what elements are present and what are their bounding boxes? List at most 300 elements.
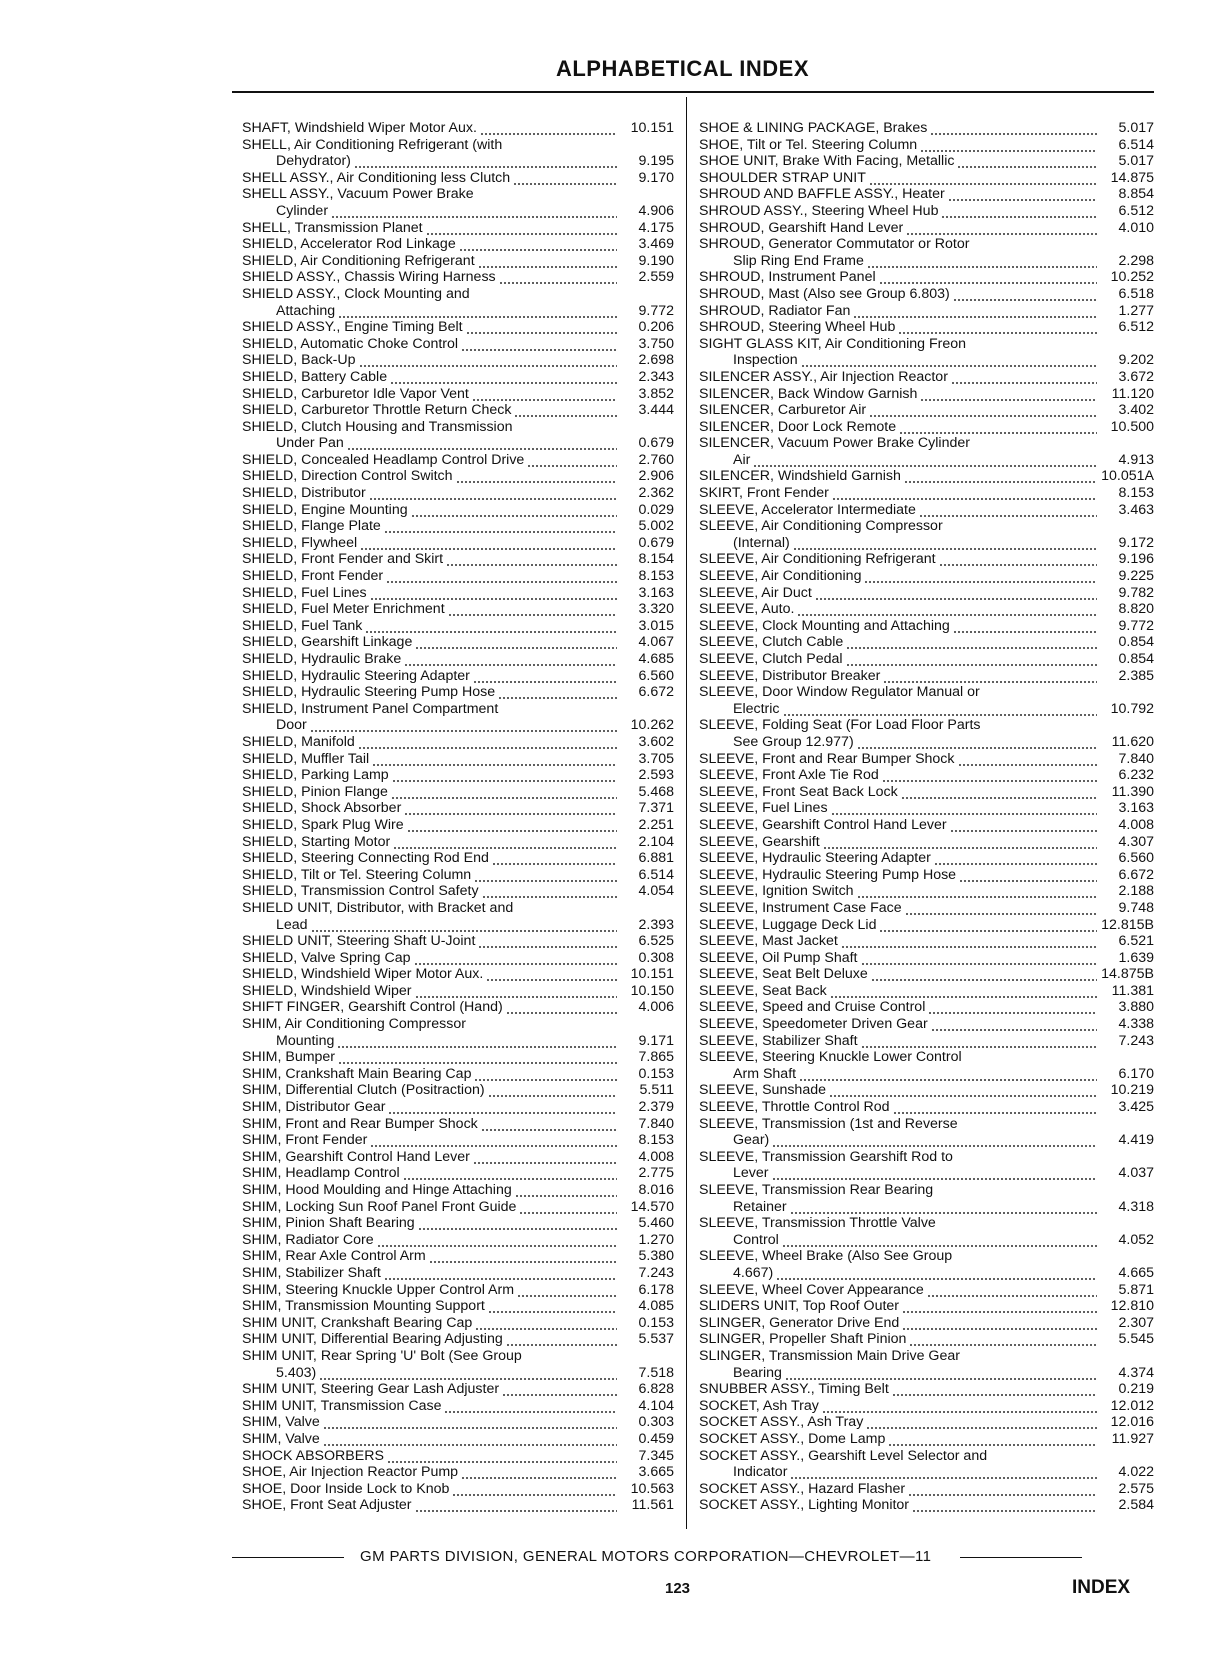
entry-group-number: 6.521 — [1118, 933, 1154, 950]
entry-continuation: Arm Shaft — [733, 1065, 797, 1082]
entry-group-number: 11.120 — [1111, 385, 1154, 402]
entry-title: SLEEVE, Wheel Cover Appearance — [699, 1281, 924, 1298]
leader-dots — [793, 535, 1097, 552]
entry-group-number: 2.760 — [638, 451, 674, 468]
leader-dots — [958, 751, 1098, 768]
leader-dots — [393, 834, 617, 851]
leader-dots — [369, 485, 617, 502]
leader-dots — [480, 120, 617, 137]
entry-group-number: 3.750 — [638, 335, 674, 352]
entry-group-number: 4.052 — [1118, 1231, 1154, 1248]
entry-title: SHIM UNIT, Steering Gear Lash Adjuster — [242, 1381, 500, 1398]
index-entry — [699, 1016, 1154, 1033]
leader-dots — [912, 1497, 1097, 1514]
entry-group-number: 6.514 — [1118, 136, 1154, 153]
entry-group-number: 0.679 — [638, 435, 674, 452]
leader-dots — [919, 502, 1097, 519]
leader-dots — [331, 203, 617, 220]
entry-title: SHIELD ASSY., Chassis Wiring Harness — [242, 269, 496, 286]
entry-group-number: 4.067 — [638, 634, 674, 651]
entry-title: SLEEVE, Speed and Cruise Control — [699, 999, 926, 1016]
entry-title: SHIM, Locking Sun Roof Panel Front Guide — [242, 1198, 517, 1215]
entry-continuation: Under Pan — [276, 435, 344, 452]
entry-title: SHIELD, Front Fender — [242, 568, 384, 585]
index-entry — [699, 386, 1154, 403]
index-entry — [699, 1248, 1154, 1281]
index-entry — [699, 767, 1154, 784]
index-entry — [699, 983, 1154, 1000]
leader-dots — [829, 1082, 1097, 1099]
entry-continuation: Gear) — [733, 1132, 770, 1149]
leader-dots — [776, 1265, 1097, 1282]
leader-dots — [513, 170, 617, 187]
entry-title: SHIELD, Shock Absorber — [242, 800, 402, 817]
index-entry — [242, 1414, 674, 1431]
index-entry — [242, 535, 674, 552]
entry-group-number: 12.012 — [1110, 1397, 1154, 1414]
index-entry — [699, 1381, 1154, 1398]
entry-title: SHROUD, Instrument Panel — [699, 269, 876, 286]
entry-title: SHIELD, Valve Spring Cap — [242, 949, 411, 966]
entry-group-number: 6.828 — [638, 1381, 674, 1398]
leader-dots — [905, 900, 1097, 917]
leader-dots — [506, 999, 617, 1016]
entry-group-number: 11.561 — [631, 1497, 674, 1514]
entry-group-number: 2.698 — [638, 352, 674, 369]
entry-title: SOCKET ASSY., Ash Tray — [699, 1414, 864, 1431]
entry-title: SHIELD, Spark Plug Wire — [242, 816, 404, 833]
index-entry — [242, 186, 674, 219]
leader-dots — [370, 1132, 617, 1149]
leader-dots — [869, 402, 1097, 419]
index-entry — [242, 253, 674, 270]
entry-group-number: 8.854 — [1118, 186, 1154, 203]
entry-group-number: 7.345 — [638, 1447, 674, 1464]
leader-dots — [930, 120, 1097, 137]
entry-continuation: Cylinder — [276, 202, 329, 219]
index-entry — [242, 1182, 674, 1199]
index-entry — [242, 983, 674, 1000]
index-entry — [699, 1315, 1154, 1332]
leader-dots — [879, 917, 1097, 934]
index-entry — [242, 386, 674, 403]
entry-group-number: 3.015 — [638, 617, 674, 634]
leader-dots — [514, 402, 617, 419]
entry-title: SLEEVE, Fuel Lines — [699, 800, 828, 817]
index-entry — [242, 1315, 674, 1332]
index-entry — [699, 1215, 1154, 1248]
entry-title: SHIM, Transmission Mounting Support — [242, 1298, 485, 1315]
entry-title: SHIELD, Concealed Headlamp Control Drive — [242, 451, 525, 468]
leader-dots — [939, 551, 1097, 568]
entry-title: SHOE, Air Injection Reactor Pump — [242, 1464, 459, 1481]
entry-title: SLEEVE, Door Window Regulator Manual or — [699, 684, 980, 701]
leader-dots — [478, 253, 617, 270]
leader-dots — [801, 352, 1097, 369]
entry-group-number: 5.871 — [1118, 1281, 1154, 1298]
entry-group-number: 6.512 — [1118, 319, 1154, 336]
entry-group-number: 4.906 — [638, 202, 674, 219]
entry-title: SHIELD, Windshield Wiper — [242, 982, 412, 999]
index-entry — [242, 585, 674, 602]
index-entry — [242, 502, 674, 519]
leader-dots — [456, 468, 617, 485]
leader-dots — [415, 634, 617, 651]
index-entry — [242, 369, 674, 386]
index-entry — [242, 1099, 674, 1116]
leader-dots — [928, 999, 1097, 1016]
entry-title: SILENCER ASSY., Air Injection Reactor — [699, 368, 948, 385]
entry-title: SHROUD ASSY., Steering Wheel Hub — [699, 202, 939, 219]
entry-title: SILENCER, Carburetor Air — [699, 402, 867, 419]
leader-dots — [799, 1066, 1097, 1083]
entry-title: SHIELD ASSY., Engine Timing Belt — [242, 319, 463, 336]
index-entry — [699, 419, 1154, 436]
index-entry — [242, 999, 674, 1016]
leader-dots — [474, 867, 617, 884]
entry-continuation: Slip Ring End Frame — [733, 252, 864, 269]
entry-title: SHIM, Front Fender — [242, 1132, 368, 1149]
entry-group-number: 2.393 — [638, 916, 674, 933]
entry-group-number: 5.537 — [638, 1331, 674, 1348]
leader-dots — [386, 568, 617, 585]
index-entry — [699, 551, 1154, 568]
entry-title: SHIM, Differential Clutch (Positraction) — [242, 1082, 485, 1099]
entry-continuation: Inspection — [733, 352, 798, 369]
entry-title: SHIELD, Hydraulic Steering Adapter — [242, 667, 470, 684]
footer-text: GM PARTS DIVISION, GENERAL MOTORS CORPORATION—CHEVROLET—11 — [360, 1548, 932, 1565]
entry-group-number: 12.016 — [1110, 1414, 1154, 1431]
leader-dots — [388, 1099, 617, 1116]
leader-dots — [338, 303, 617, 320]
leader-dots — [499, 269, 617, 286]
index-entry — [242, 651, 674, 668]
entry-group-number: 11.927 — [1111, 1430, 1154, 1447]
leader-dots — [879, 269, 1097, 286]
entry-group-number: 5.002 — [638, 518, 674, 535]
entry-group-number: 10.252 — [1110, 269, 1154, 286]
index-entry — [699, 319, 1154, 336]
leader-dots — [893, 1099, 1097, 1116]
entry-group-number: 2.593 — [638, 767, 674, 784]
entry-title: SHIELD, Starting Motor — [242, 833, 391, 850]
entry-title: SOCKET ASSY., Dome Lamp — [699, 1430, 886, 1447]
entry-title: SHOE, Tilt or Tel. Steering Column — [699, 136, 918, 153]
leader-dots — [861, 1033, 1097, 1050]
leader-dots — [902, 1315, 1097, 1332]
index-entry — [699, 933, 1154, 950]
entry-title: SHIELD, Air Conditioning Refrigerant — [242, 252, 475, 269]
index-entry — [699, 883, 1154, 900]
entry-title: SHIELD, Fuel Lines — [242, 584, 367, 601]
leader-dots — [407, 817, 617, 834]
entry-group-number: 2.307 — [1118, 1314, 1154, 1331]
entry-group-number: 11.381 — [1111, 982, 1154, 999]
index-entry — [699, 518, 1154, 551]
entry-group-number: 2.362 — [638, 485, 674, 502]
entry-group-number: 3.852 — [638, 385, 674, 402]
leader-dots — [857, 734, 1097, 751]
entry-continuation: 5.403) — [276, 1364, 317, 1381]
entry-group-number: 9.195 — [638, 153, 674, 170]
entry-group-number: 6.518 — [1118, 285, 1154, 302]
leader-dots — [359, 352, 617, 369]
entry-group-number: 4.022 — [1118, 1464, 1154, 1481]
entry-group-number: 14.570 — [630, 1198, 674, 1215]
index-entry — [699, 1414, 1154, 1431]
index-entry — [242, 485, 674, 502]
entry-title: SHIELD, Parking Lamp — [242, 767, 389, 784]
entry-group-number: 8.016 — [638, 1182, 674, 1198]
index-entry — [242, 1232, 674, 1249]
leader-dots — [502, 1381, 617, 1398]
leader-dots — [841, 933, 1097, 950]
entry-title: SHIELD, Muffler Tail — [242, 750, 370, 767]
entry-group-number: 7.840 — [638, 1115, 674, 1132]
index-entry — [242, 1199, 674, 1216]
leader-dots — [515, 1182, 617, 1199]
index-entry — [699, 120, 1154, 137]
index-entry — [699, 867, 1154, 884]
index-entry — [699, 999, 1154, 1016]
leader-dots — [384, 518, 617, 535]
entry-group-number: 8.153 — [1118, 485, 1154, 502]
entry-group-number: 7.243 — [638, 1264, 674, 1281]
entry-continuation: Lever — [733, 1165, 769, 1182]
index-entry — [242, 751, 674, 768]
index-entry — [242, 1132, 674, 1149]
index-entry — [699, 784, 1154, 801]
index-entry — [699, 966, 1154, 983]
leader-dots — [830, 983, 1097, 1000]
entry-continuation: Mounting — [276, 1032, 335, 1049]
footer-rule-right — [960, 1557, 1082, 1558]
entry-title: SNUBBER ASSY., Timing Belt — [699, 1381, 889, 1398]
index-entry — [699, 684, 1154, 717]
entry-group-number: 0.459 — [638, 1430, 674, 1447]
entry-group-number: 3.469 — [638, 236, 674, 253]
entry-title: SOCKET ASSY., Hazard Flasher — [699, 1480, 906, 1497]
entry-title: SLEEVE, Hydraulic Steering Pump Hose — [699, 866, 957, 883]
leader-dots — [473, 1149, 617, 1166]
entry-title: SLEEVE, Front Axle Tie Rod — [699, 767, 879, 784]
entry-title: SLEEVE, Speedometer Driven Gear — [699, 1016, 928, 1033]
entry-title: SOCKET ASSY., Gearshift Level Selector and — [699, 1447, 988, 1464]
index-entry — [242, 850, 674, 867]
leader-dots — [403, 1165, 617, 1182]
entry-title: SHIELD, Accelerator Rod Linkage — [242, 236, 456, 253]
leader-dots — [832, 485, 1097, 502]
index-entry — [242, 900, 674, 933]
entry-title: SHOCK ABSORBERS — [242, 1447, 384, 1464]
index-entry — [699, 751, 1154, 768]
entry-title: SHIELD, Windshield Wiper Motor Aux. — [242, 966, 484, 983]
entry-title: SHIELD UNIT, Distributor, with Bracket and — [242, 899, 514, 916]
entry-title: SHIM, Distributor Gear — [242, 1099, 386, 1116]
leader-dots — [415, 1497, 617, 1514]
index-entry — [242, 1248, 674, 1265]
leader-dots — [310, 717, 617, 734]
leader-dots — [867, 253, 1097, 270]
index-entry — [242, 269, 674, 286]
leader-dots — [360, 535, 617, 552]
entry-title: SHIELD, Engine Mounting — [242, 501, 408, 518]
index-entry — [242, 1448, 674, 1465]
index-entry — [242, 1398, 674, 1415]
entry-title: SHIM, Valve — [242, 1430, 320, 1447]
index-entry — [699, 286, 1154, 303]
entry-continuation: Retainer — [733, 1198, 787, 1215]
entry-title: SHIELD, Instrument Panel Compartment — [242, 700, 499, 717]
leader-dots — [319, 1365, 617, 1382]
entry-title: SHOE, Front Seat Adjuster — [242, 1497, 412, 1514]
entry-group-number: 4.008 — [1118, 816, 1154, 833]
entry-group-number: 0.153 — [638, 1314, 674, 1331]
entry-title: SHIM, Headlamp Control — [242, 1165, 400, 1182]
index-entry — [699, 269, 1154, 286]
entry-continuation: Indicator — [733, 1464, 788, 1481]
entry-group-number: 2.584 — [1118, 1497, 1154, 1514]
entry-title: SHOE UNIT, Brake With Facing, Metallic — [699, 153, 955, 170]
entry-group-number: 2.385 — [1118, 667, 1154, 684]
index-entry — [242, 1464, 674, 1481]
entry-group-number: 2.559 — [638, 269, 674, 286]
index-entry — [699, 1282, 1154, 1299]
index-entry — [242, 767, 674, 784]
entry-group-number: 0.153 — [638, 1065, 674, 1082]
leader-dots — [846, 634, 1097, 651]
leader-dots — [906, 220, 1097, 237]
leader-dots — [846, 651, 1097, 668]
leader-dots — [892, 1381, 1097, 1398]
entry-group-number: 6.514 — [638, 866, 674, 883]
entry-group-number: 9.170 — [638, 169, 674, 186]
entry-title: SHIELD, Automatic Choke Control — [242, 335, 459, 352]
entry-title: SLEEVE, Folding Seat (For Load Floor Parts — [699, 717, 981, 734]
leader-dots — [488, 1298, 617, 1315]
entry-group-number: 9.172 — [1118, 534, 1154, 551]
entry-title: SLEEVE, Gearshift — [699, 833, 820, 850]
entry-group-number: 6.525 — [638, 933, 674, 950]
entry-group-number: 0.679 — [638, 534, 674, 551]
entry-title: SIGHT GLASS KIT, Air Conditioning Freon — [699, 335, 967, 352]
index-entry — [242, 618, 674, 635]
entry-group-number: 5.468 — [638, 783, 674, 800]
entry-group-number: 5.460 — [638, 1215, 674, 1232]
entry-group-number: 10.219 — [1110, 1082, 1154, 1099]
index-entry — [699, 336, 1154, 369]
entry-group-number: 8.820 — [1118, 601, 1154, 618]
entry-group-number: 7.840 — [1118, 750, 1154, 767]
leader-dots — [790, 1199, 1097, 1216]
entry-group-number: 0.854 — [1118, 634, 1154, 651]
index-entry — [699, 502, 1154, 519]
entry-group-number: 2.906 — [638, 468, 674, 485]
index-entry — [242, 1481, 674, 1498]
index-entry — [699, 800, 1154, 817]
index-entry — [242, 319, 674, 336]
leader-dots — [783, 701, 1097, 718]
leader-dots — [492, 850, 617, 867]
entry-title: SHIELD, Flange Plate — [242, 518, 381, 535]
leader-dots — [864, 568, 1097, 585]
index-entry — [242, 1116, 674, 1133]
entry-group-number: 9.171 — [638, 1032, 674, 1049]
index-entry — [242, 800, 674, 817]
leader-dots — [823, 834, 1097, 851]
title-rule — [232, 91, 1154, 93]
index-entry — [242, 834, 674, 851]
index-entry — [242, 336, 674, 353]
entry-group-number: 2.575 — [1118, 1480, 1154, 1497]
column-divider — [686, 97, 687, 1529]
entry-group-number: 3.705 — [638, 750, 674, 767]
index-entry — [699, 634, 1154, 651]
index-entry — [699, 1082, 1154, 1099]
entry-group-number: 8.153 — [638, 1132, 674, 1149]
entry-group-number: 10.051A — [1101, 468, 1154, 485]
leader-dots — [904, 468, 1097, 485]
entry-title: SHIM, Rear Axle Control Arm — [242, 1248, 426, 1265]
leader-dots — [473, 668, 617, 685]
entry-title: SHIELD, Manifold — [242, 733, 355, 750]
entry-title: SLEEVE, Seat Back — [699, 982, 827, 999]
entry-title: SHELL, Air Conditioning Refrigerant (with — [242, 136, 503, 153]
entry-group-number: 3.444 — [638, 402, 674, 419]
entry-title: SLEEVE, Instrument Case Face — [699, 899, 902, 916]
index-column-right — [699, 120, 1154, 1514]
entry-group-number: 9.196 — [1118, 551, 1154, 568]
entry-group-number: 4.913 — [1118, 451, 1154, 468]
index-entry — [242, 601, 674, 618]
entry-group-number: 6.560 — [638, 667, 674, 684]
entry-title: SHIELD, Fuel Meter Enrichment — [242, 601, 445, 618]
leader-dots — [909, 1331, 1097, 1348]
leader-dots — [908, 1481, 1097, 1498]
leader-dots — [452, 1481, 617, 1498]
entry-title: SLEEVE, Ignition Switch — [699, 883, 854, 900]
entry-group-number: 10.262 — [630, 717, 674, 734]
leader-dots — [888, 1431, 1097, 1448]
entry-group-number: 2.104 — [638, 833, 674, 850]
entry-title: SLEEVE, Air Conditioning Compressor — [699, 518, 943, 535]
entry-title: SLEEVE, Clutch Pedal — [699, 651, 843, 667]
entry-title: SLEEVE, Throttle Control Rod — [699, 1099, 890, 1116]
entry-title: SLEEVE, Front Seat Back Lock — [699, 783, 898, 800]
footer-rule-left — [232, 1557, 344, 1558]
leader-dots — [953, 286, 1097, 303]
index-entry — [699, 402, 1154, 419]
leader-dots — [358, 734, 617, 751]
leader-dots — [948, 186, 1097, 203]
entry-continuation: Lead — [276, 916, 308, 933]
entry-group-number: 9.190 — [638, 252, 674, 269]
leader-dots — [411, 502, 617, 519]
index-entry — [242, 1381, 674, 1398]
index-entry — [242, 668, 674, 685]
leader-dots — [474, 1066, 617, 1083]
index-entry — [699, 1182, 1154, 1215]
entry-continuation: Door — [276, 717, 307, 734]
entry-continuation: Attaching — [276, 302, 336, 319]
entry-title: SHIM, Crankshaft Main Bearing Cap — [242, 1065, 472, 1082]
entry-group-number: 4.010 — [1118, 219, 1154, 236]
leader-dots — [323, 1431, 617, 1448]
entry-group-number: 10.563 — [630, 1480, 674, 1497]
index-entry — [699, 817, 1154, 834]
entry-group-number: 7.518 — [638, 1364, 674, 1381]
index-entry — [242, 966, 674, 983]
